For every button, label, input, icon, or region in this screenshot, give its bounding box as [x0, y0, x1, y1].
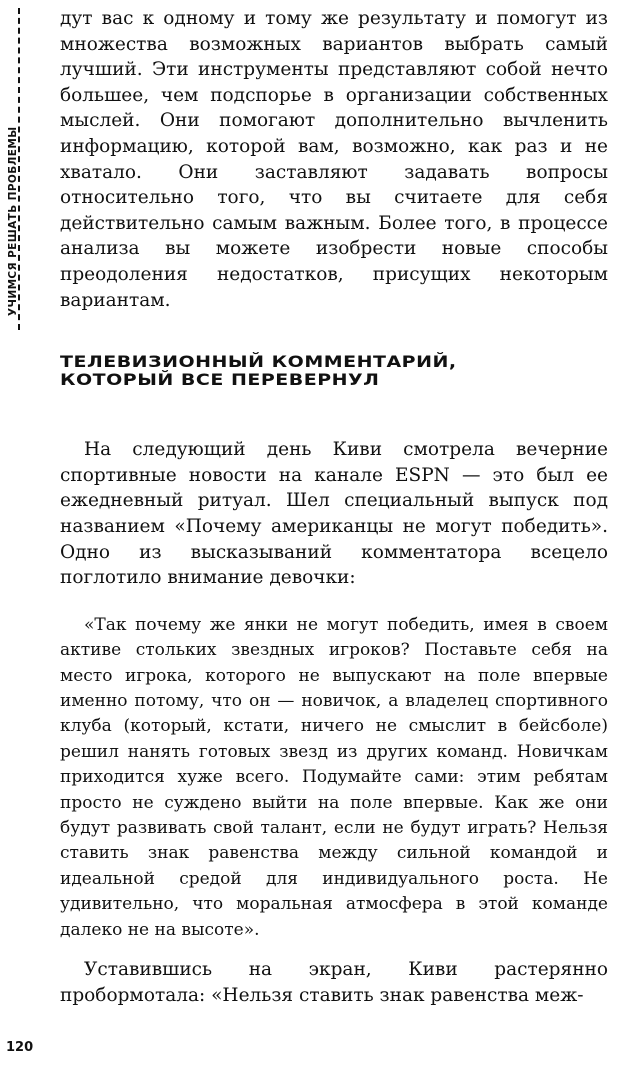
body-paragraph-2: На следующий день Киви смотрела вечерние спортивные новости на канале ESPN — это был ее ежедневный ритуал. Шел специальный выпуск под названием «Почему американцы не могут победить». Одно из высказываний комментатора всецело поглотило внимание девочки:: [60, 439, 608, 589]
page-body: [60, 6, 608, 1008]
section-title: [60, 353, 608, 389]
body-paragraph-1: дут вас к одному и тому же результату и помогут из множества возможных вариантов выбрать самый лучший. Эти инструменты представляют собой нечто большее, чем подспорье в организации собственных мыслей. Они помогают дополнительно вычленить информацию, которой вам, возможно, как раз и не хватало. Они заставляют задавать вопросы относительно того, что вы считаете для себя действительно самым важным. Более того, в процессе анализа вы можете изобрести новые способы преодоления недостатков, присущих некоторым вариантам.: [60, 8, 608, 311]
section-title-line-1: ТЕЛЕВИЗИОННЫЙ КОММЕНТАРИЙ,: [60, 353, 457, 372]
body-paragraph-3: Уставившись на экран, Киви растерянно пробормотала: «Нельзя ставить знак равенства меж-: [60, 958, 608, 1006]
running-head-title: УЧИМСЯ РЕШАТЬ ПРОБЛЕМЫ: [7, 126, 19, 316]
page-number: 120: [6, 1040, 34, 1055]
commentator-quote: «Так почему же янки не могут победить, имея в своем активе стольких звездных игроков? Поставьте себя на место игрока, которого не выпускают на поле впервые именно потому, что он — новичок, а владелец спортивного клуба (который, кстати, ничего не смыслит в бейсболе) решил нанять готовых звезд из других команд. Новичкам приходится хуже всего. Подумайте сами: этим ребятам просто не суждено выйти на поле впервые. Как же они будут развивать свой талант, если не будут играть? Нельзя ставить знак равенства между сильной командой и идеальной средой для индивидуального роста. Не удивительно, что моральная атмосфера в этой команде далеко не на высоте».: [60, 614, 608, 940]
running-head: [4, 8, 26, 330]
section-title-line-2: КОТОРЫЙ ВСЕ ПЕРЕВЕРНУЛ: [60, 371, 380, 390]
